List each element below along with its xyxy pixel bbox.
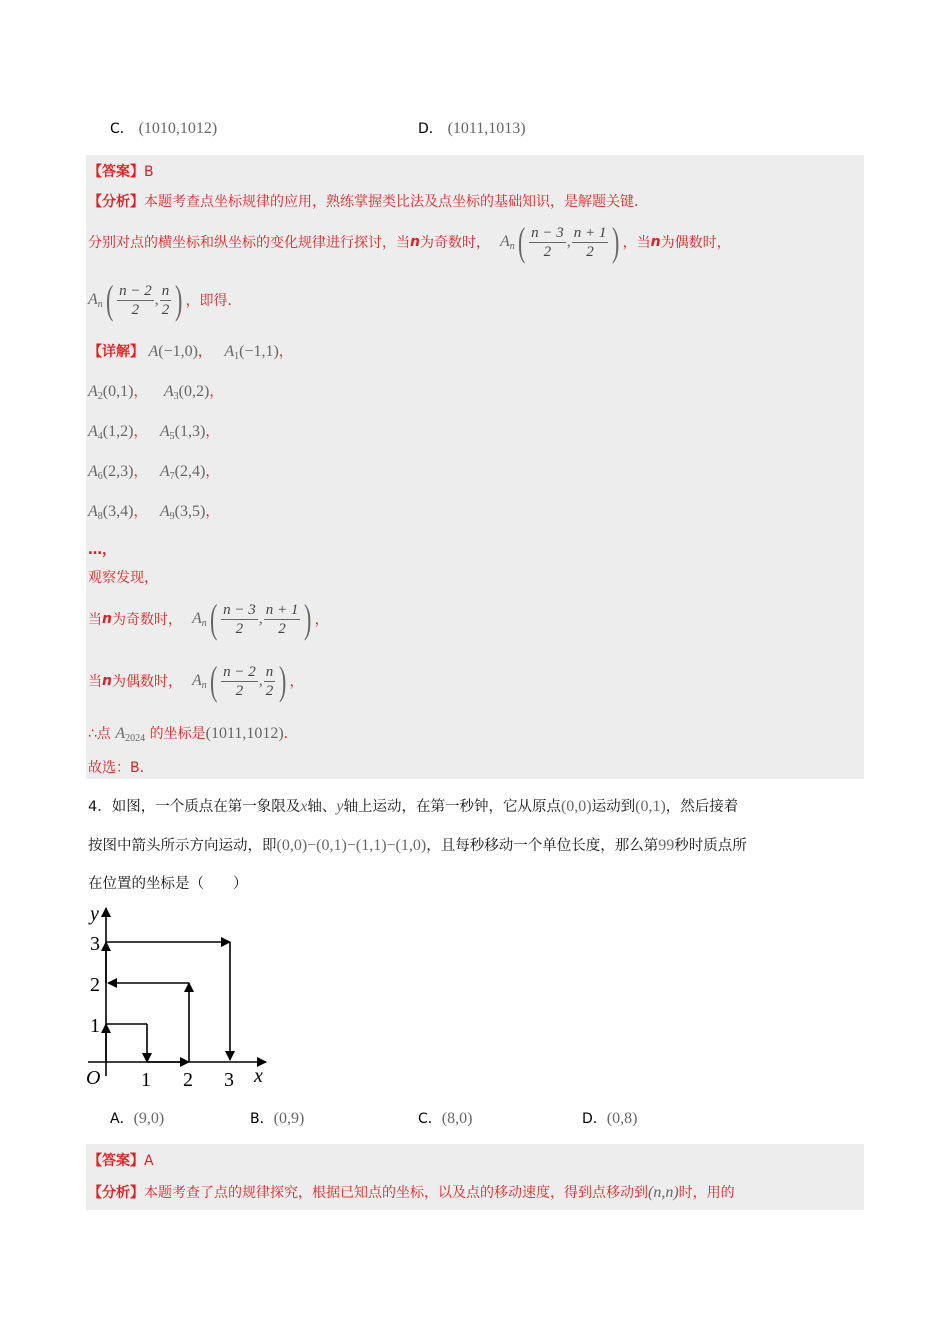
question-line-3: 在位置的坐标是（ ） [88, 876, 248, 892]
solution-panel-2 [86, 1144, 864, 1210]
analysis-line-2: 分别对点的横坐标和纵坐标的变化规律进行探讨，当 n 为奇数时， $A_n$ ( $\frac{n - 3}{2}$ , $\frac{n + 1}{2}$ ) ，当 n 为偶数时， [88, 219, 731, 264]
detail-line-4: $A_6(2,3)$， $A_7(2,4)$， [88, 463, 220, 482]
question-line-1: 4．如图，一个质点在第一象限及x轴、y轴上运动，在第一秒钟，它从原点(0,0)运动到(0,1)，然后接着 [88, 798, 739, 815]
x-tick-2: 2 [183, 1069, 193, 1091]
x-label: x [254, 1065, 263, 1087]
fraction: $\frac{n + 1}{2}$ [573, 224, 607, 260]
y-tick-1: 1 [90, 1015, 100, 1037]
detail-line-5: $A_8(3,4)$， $A_9(3,5)$， [88, 503, 220, 522]
observe-line: 观察发现， [88, 570, 158, 586]
option-b: B．(0,9) [250, 1110, 305, 1127]
y-tick-2: 2 [90, 974, 100, 996]
even-line: 当 n 为偶数时， $A_n$ ( $\frac{n - 2}{2}$ , $\frac{n}{2}$ ) ， [88, 658, 304, 703]
answer-line: 【答案】A [88, 1153, 154, 1169]
option-c: C． (1010,1012) [110, 120, 218, 137]
detail-line-1: 【详解】 A(−1,0)， $A_1(-1,1)$， [88, 343, 293, 362]
answer-line: 【答案】B [88, 164, 154, 180]
solution-panel-1 [86, 155, 864, 779]
y-tick-3: 3 [90, 933, 100, 955]
ellipsis-line: …， [88, 542, 116, 558]
choose-line: 故选：B． [88, 760, 154, 776]
question-line-2: 按图中箭头所示方向运动，即(0,0)−(0,1)−(1,1)−(1,0)，且每秒移动一个单位长度，那么第99秒时质点所 [88, 837, 747, 854]
option-a: A．(9,0) [110, 1110, 165, 1127]
analysis-line: 【分析】本题考查点坐标规律的应用，熟练掌握类比法及点坐标的基础知识，是解题关键． [88, 194, 648, 210]
odd-line: 当 n 为奇数时， $A_n$ ( $\frac{n - 3}{2}$ , $\frac{n + 1}{2}$ ) ， [88, 596, 329, 641]
detail-line-3: $A_4(1,2)$， $A_5(1,3)$， [88, 423, 220, 442]
fraction: $\frac{n - 3}{2}$ [531, 224, 564, 260]
option-c: C．(8,0) [418, 1110, 473, 1127]
option-d: D． (1011,1013) [418, 120, 526, 137]
y-label: y [90, 903, 99, 925]
therefore-line: ∴点 $A_{2024}$ 的坐标是(1011,1012)． [88, 725, 298, 744]
origin-label: O [86, 1067, 101, 1089]
movement-path [106, 942, 230, 1062]
path-figure [84, 900, 274, 1092]
x-tick-1: 1 [141, 1069, 151, 1091]
x-tick-3: 3 [224, 1069, 234, 1091]
option-d: D．(0,8) [582, 1110, 638, 1127]
detail-line-2: $A_2(0,1)$， $A_3(0,2)$， [88, 383, 224, 402]
analysis-line: 【分析】本题考查了点的规律探究，根据已知点的坐标，以及点的移动速度，得到点移动到(n,n)时，用的 [88, 1184, 735, 1201]
analysis-line-3: $A_n$ ( $\frac{n - 2}{2}$ , $\frac{n}{2}$ ) ，即得． [88, 277, 242, 322]
